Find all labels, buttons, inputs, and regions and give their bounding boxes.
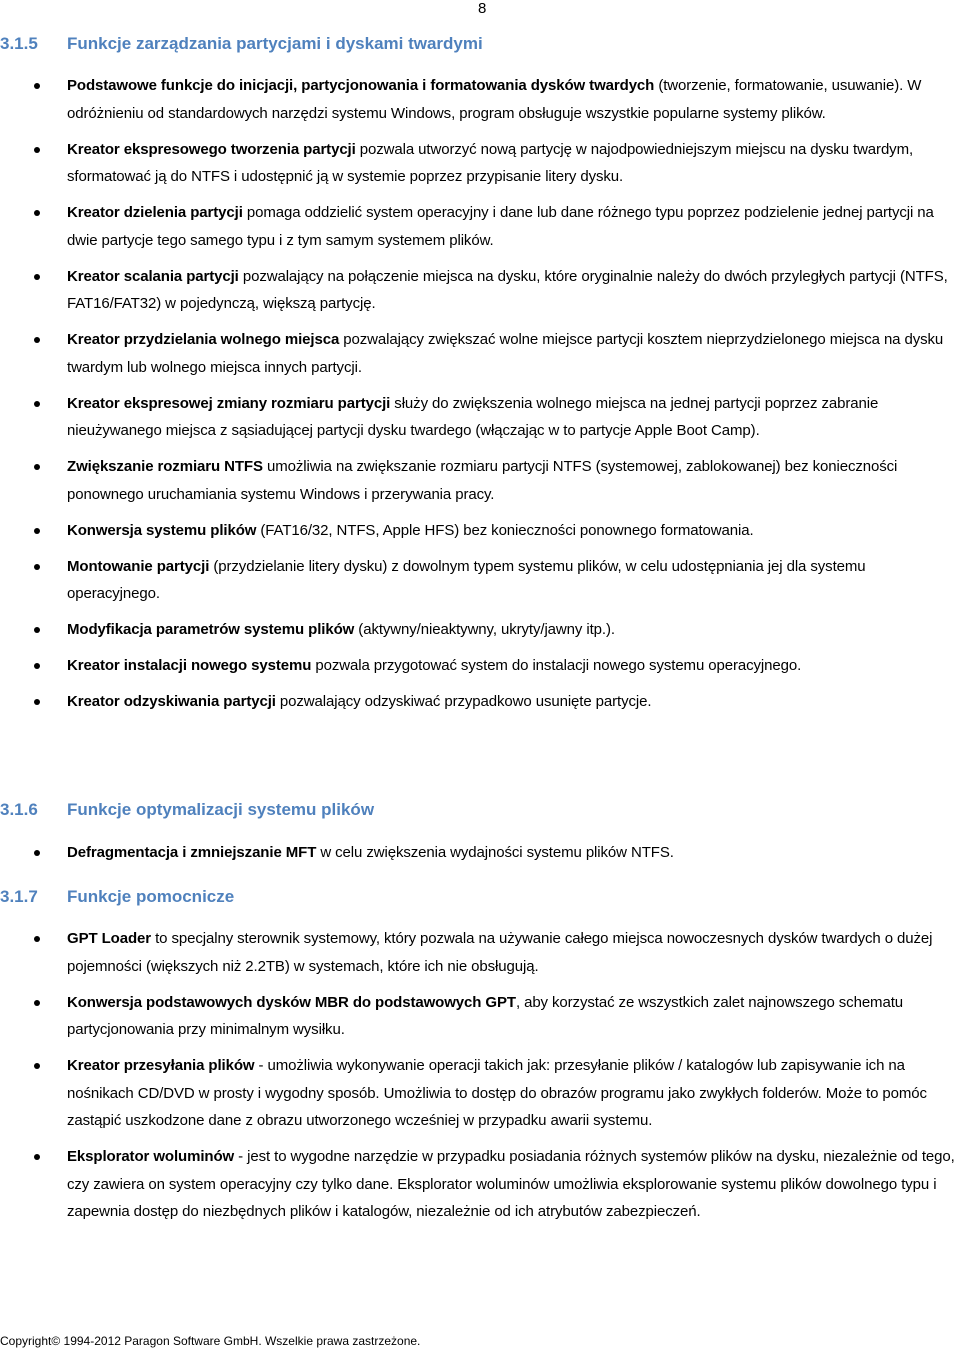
item-term: GPT Loader (67, 930, 152, 947)
item-description: pomaga oddzielić system operacyjny i dane lub dane różnego typu poprzez podzielenie jednej partycji na dwie partycje tego samego typu i z tym samym systemem plików. (67, 204, 934, 249)
section-number: 3.1.5 (0, 34, 38, 53)
item-description: , aby korzystać ze wszystkich zalet najnowszego schematu partycjonowania przy minimalnym wysiłku. (67, 993, 904, 1038)
section-list-3-1-6 (0, 839, 960, 875)
list-item (0, 652, 960, 680)
item-term: Zwiększanie rozmiaru NTFS (67, 458, 263, 475)
item-term: Kreator ekspresowej zmiany rozmiaru partycji (67, 394, 391, 412)
list-item (0, 925, 960, 980)
item-term: Konwersja systemu plików (67, 521, 257, 539)
item-description: pozwalający zwiększać wolne miejsce partycji kosztem nieprzydzielonego miejsca na dysku twardym lub wolnego miejsca innych partycji. (67, 331, 944, 376)
item-term: Eksplorator woluminów (67, 1148, 235, 1165)
section-list-3-1-5 (0, 72, 960, 724)
list-item (0, 453, 960, 508)
item-term: Kreator instalacji nowego systemu (67, 657, 312, 674)
item-term: Kreator scalania partycji (67, 267, 239, 285)
item-description: służy do zwiększenia wolnego miejsca na jednej partycji poprzez zabranie nieużywanego miejsca z sąsiadującej partycji dysku twardego (włączając w to partycje Apple Boot Camp). (67, 394, 879, 439)
item-description: - jest to wygodne narzędzie w przypadku posiadania różnych systemów plików na dysku, niezależnie od tego, czy zawiera on system operacyjny czy tylko dane. Eksplorator woluminów umożliwia eksplorowanie systemu plików dowolnego typu i zapewnia dostęp do niezbędnych plików i katalogów, niezależnie od ich atrybutów zabezpieczeń. (67, 1148, 955, 1220)
list-item (0, 136, 960, 191)
section-heading-3-1-5 (0, 34, 483, 54)
item-description: - umożliwia wykonywanie operacji takich jak: przesyłanie plików / katalogów lub zapisywanie ich na nośnikach CD/DVD w prosty i wygodny sposób. Umożliwia to dostęp do obrazów programu jako zwykłych folderów. Może to pomóc zastąpić uszkodzone dane z obrazu utworzonego wcześniej w przypadku awarii systemu. (67, 1057, 927, 1129)
list-item (0, 1143, 960, 1226)
list-item (0, 616, 960, 644)
item-description: w celu zwiększenia wydajności systemu plików NTFS. (316, 844, 674, 861)
item-description: to specjalny sterownik systemowy, który pozwala na używanie całego miejsca nowoczesnych dysków twardych o dużej pojemności (większych niż 2.2TB) w systemach, które ich nie obsługują. (67, 930, 933, 975)
list-item (0, 517, 960, 545)
section-list-3-1-7 (0, 925, 960, 1234)
list-item (0, 989, 960, 1044)
list-item (0, 199, 960, 254)
item-term: Modyfikacja parametrów systemu plików (67, 621, 355, 638)
page-footer: Copyright© 1994-2012 Paragon Software GmbH. Wszelkie prawa zastrzeżone. (0, 1334, 421, 1348)
list-item (0, 326, 960, 381)
item-description: pozwala utworzyć nową partycję w najodpowiedniejszym miejscu na dysku twardym, sformatować ją do NTFS i udostępnić ją w systemie poprzez przypisanie litery dysku. (67, 140, 914, 185)
list-item (0, 688, 960, 716)
page-number: 8 (478, 0, 487, 17)
item-description: (FAT16/32, NTFS, Apple HFS) bez konieczności ponownego formatowania. (256, 521, 754, 539)
item-term: Kreator dzielenia partycji (67, 204, 243, 221)
section-heading-3-1-7 (0, 887, 234, 907)
section-title: Funkcje zarządzania partycjami i dyskami twardymi (67, 34, 483, 53)
section-title: Funkcje pomocnicze (67, 887, 235, 906)
item-term: Podstawowe funkcje do inicjacji, partycjonowania i formatowania dysków twardych (67, 77, 655, 94)
section-title: Funkcje optymalizacji systemu plików (67, 800, 375, 819)
item-description: umożliwia na zwiększanie rozmiaru partycji NTFS (systemowej, zablokowanej) bez konieczności ponownego uruchamiania systemu Windows i przerywania pracy. (67, 458, 898, 503)
list-item (0, 1052, 960, 1135)
item-description: (aktywny/nieaktywny, ukryty/jawny itp.). (354, 621, 615, 638)
item-term: Defragmentacja i zmniejszanie MFT (67, 844, 317, 861)
item-term: Konwersja podstawowych dysków MBR do podstawowych GPT (67, 993, 516, 1011)
list-item (0, 839, 960, 867)
item-term: Kreator ekspresowego tworzenia partycji (67, 140, 356, 158)
section-number: 3.1.6 (0, 800, 38, 819)
item-term: Montowanie partycji (67, 557, 210, 575)
item-term: Kreator przydzielania wolnego miejsca (67, 331, 340, 348)
list-item (0, 263, 960, 318)
item-description: (przydzielanie litery dysku) z dowolnym typem systemu plików, w celu udostępniania jej dla systemu operacyjnego. (67, 557, 866, 602)
list-item (0, 553, 960, 608)
item-description: (tworzenie, formatowanie, usuwanie). W odróżnieniu od standardowych narzędzi systemu Windows, program obsługuje wszystkie popularne systemy plików. (67, 77, 922, 122)
item-description: pozwalający odzyskiwać przypadkowo usunięte partycje. (275, 693, 652, 710)
item-term: Kreator przesyłania plików (67, 1057, 255, 1074)
list-item (0, 72, 960, 127)
list-item (0, 390, 960, 445)
item-description: pozwalający na połączenie miejsca na dysku, które oryginalnie należy do dwóch przyległych partycji (NTFS, FAT16/FAT32) w pojedynczą, większą partycję. (67, 267, 948, 312)
section-heading-3-1-6 (0, 800, 374, 820)
item-description: pozwala przygotować system do instalacji nowego systemu operacyjnego. (311, 657, 802, 674)
section-number: 3.1.7 (0, 887, 38, 906)
item-term: Kreator odzyskiwania partycji (67, 693, 276, 710)
